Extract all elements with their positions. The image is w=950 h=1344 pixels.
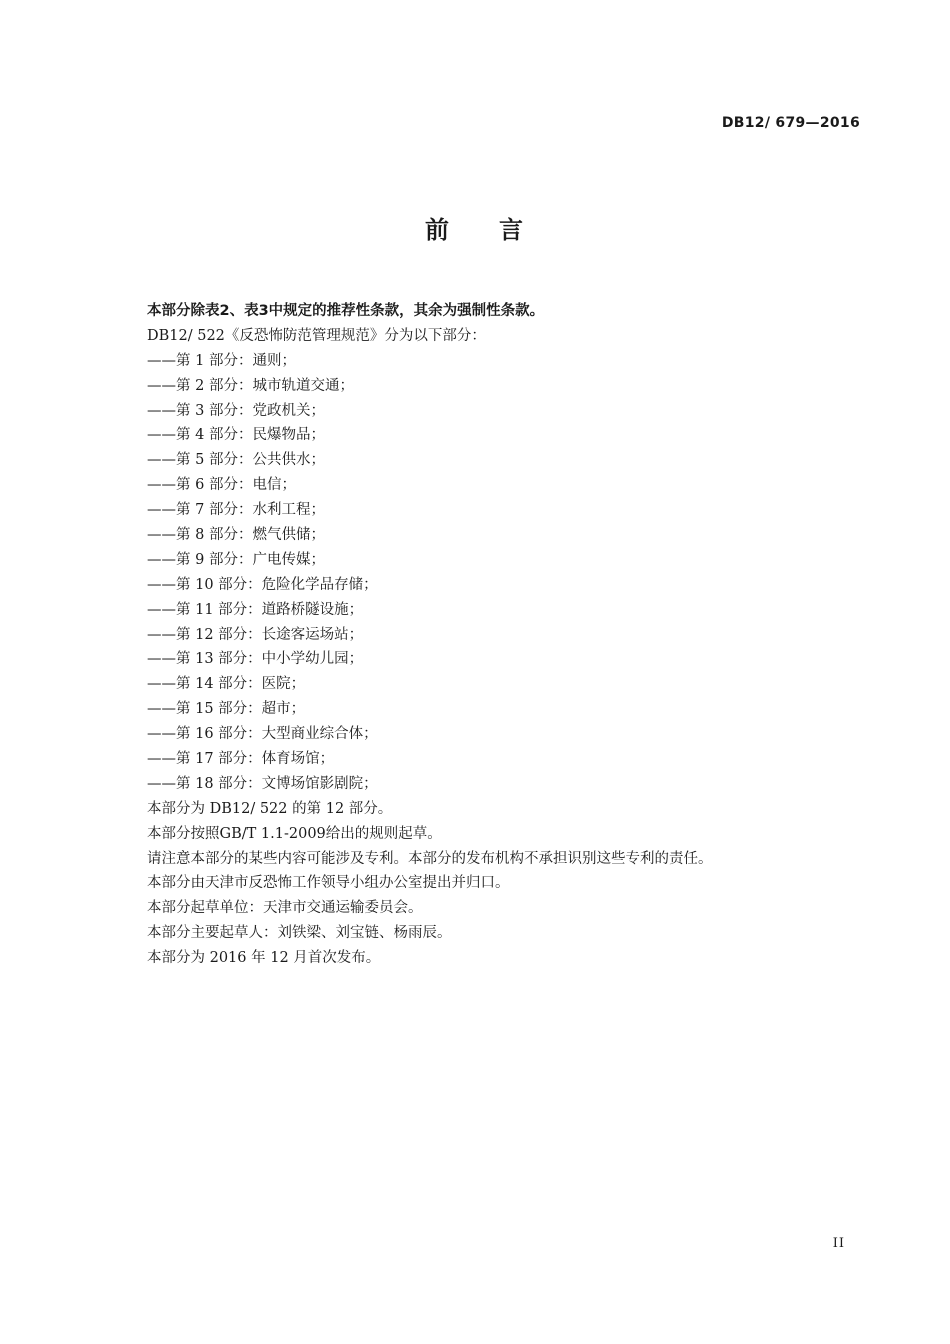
document-code: DB12/ 679—2016 xyxy=(721,115,860,131)
part-list-item: ——第 16 部分：大型商业综合体； xyxy=(147,726,378,743)
note-drafting-rules: 本部分按照GB/T 1.1-2009给出的规则起草。 xyxy=(147,825,442,842)
series-intro: DB12/ 522《反恐怖防范管理规范》分为以下部分： xyxy=(147,327,486,344)
title-char-1: 前 xyxy=(425,216,451,244)
part-list-item: ——第 5 部分：公共供水； xyxy=(147,452,325,469)
part-list-item: ——第 13 部分：中小学幼儿园； xyxy=(147,651,364,668)
note-patent-notice: 请注意本部分的某些内容可能涉及专利。本部分的发布机构不承担识别这些专利的责任。 xyxy=(147,850,713,867)
part-list-item: ——第 17 部分：体育场馆； xyxy=(147,751,335,768)
part-list-item: ——第 6 部分：电信； xyxy=(147,477,296,494)
note-drafters: 本部分主要起草人：刘铁梁、刘宝链、杨雨辰。 xyxy=(147,925,452,942)
part-list-item: ——第 7 部分：水利工程； xyxy=(147,502,325,519)
part-list-item: ——第 1 部分：通则； xyxy=(147,352,296,369)
part-list-item: ——第 15 部分：超市； xyxy=(147,701,306,718)
foreword-body xyxy=(147,299,867,971)
title-char-2: 言 xyxy=(499,216,525,244)
page-title xyxy=(0,210,950,245)
part-list-item: ——第 10 部分：危险化学品存储； xyxy=(147,576,378,593)
note-first-release: 本部分为 2016 年 12 月首次发布。 xyxy=(147,950,381,967)
part-list-item: ——第 4 部分：民爆物品； xyxy=(147,427,325,444)
part-list-item: ——第 11 部分：道路桥隧设施； xyxy=(147,601,364,618)
part-list-item: ——第 18 部分：文博场馆影剧院； xyxy=(147,775,378,792)
part-list-item: ——第 2 部分：城市轨道交通； xyxy=(147,377,354,394)
note-part-number: 本部分为 DB12/ 522 的第 12 部分。 xyxy=(147,800,393,817)
part-list-item: ——第 12 部分：长途客运场站； xyxy=(147,626,364,643)
part-list-item: ——第 8 部分：燃气供储； xyxy=(147,527,325,544)
page-number: II xyxy=(832,1236,845,1251)
part-list-item: ——第 14 部分：医院； xyxy=(147,676,306,693)
mandatory-clause-note: 本部分除表2、表3中规定的推荐性条款，其余为强制性条款。 xyxy=(147,303,545,319)
note-drafting-unit: 本部分起草单位：天津市交通运输委员会。 xyxy=(147,900,423,917)
note-proposer: 本部分由天津市反恐怖工作领导小组办公室提出并归口。 xyxy=(147,875,510,892)
part-list-item: ——第 9 部分：广电传媒； xyxy=(147,551,325,568)
part-list-item: ——第 3 部分：党政机关； xyxy=(147,402,325,419)
